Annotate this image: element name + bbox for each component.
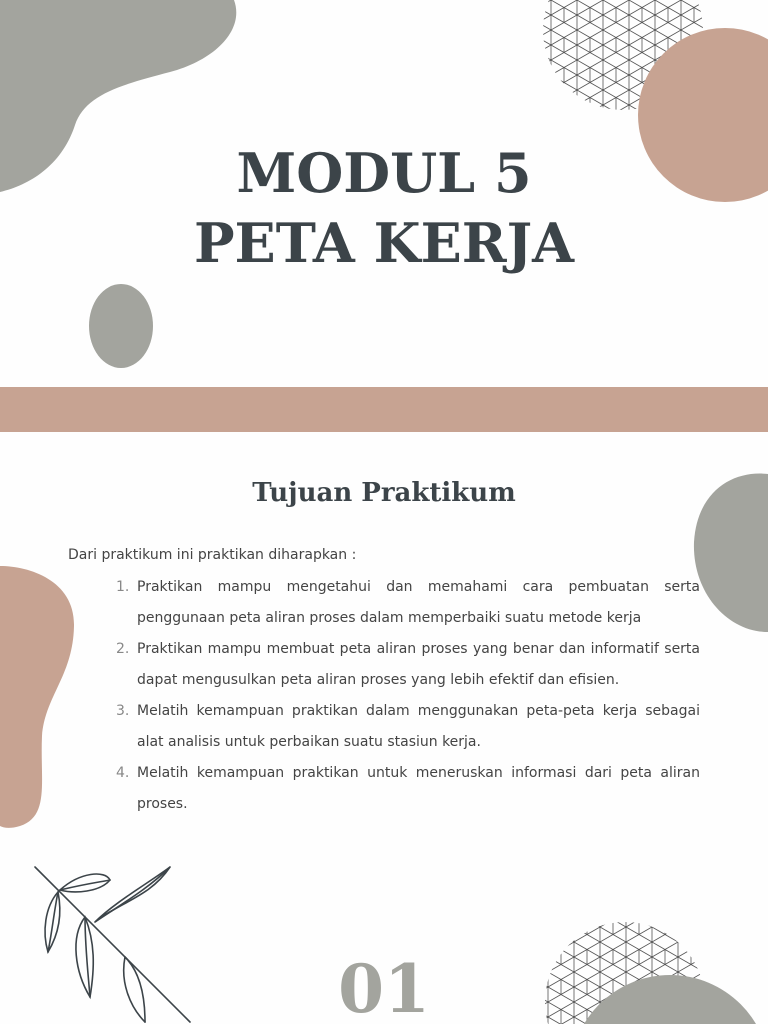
section-heading: Tujuan Praktikum bbox=[252, 478, 516, 508]
list-item-number: 3. bbox=[116, 703, 130, 719]
title-line-1: MODUL 5 bbox=[236, 141, 532, 205]
list-item bbox=[68, 634, 700, 696]
list-item-text: Praktikan mampu mengetahui dan memahami cara pembuatan serta penggunaan peta aliran proses dalam memperbaiki suatu metode kerja bbox=[137, 579, 700, 626]
objectives-list bbox=[68, 572, 700, 820]
section-intro: Dari praktikum ini praktikan diharapkan : bbox=[68, 547, 357, 563]
divider-band bbox=[0, 387, 768, 432]
list-item-text: Melatih kemampuan praktikan untuk meneruskan informasi dari peta aliran proses. bbox=[137, 765, 700, 812]
gray-oval-small bbox=[88, 283, 154, 369]
list-item-number: 2. bbox=[116, 641, 130, 657]
list-item-number: 4. bbox=[116, 765, 130, 781]
list-item-text: Praktikan mampu membuat peta aliran proses yang benar dan informatif serta dapat mengusulkan peta aliran proses yang lebih efektif dan efisien. bbox=[137, 641, 700, 688]
title-line-2: PETA KERJA bbox=[193, 211, 575, 275]
list-item bbox=[68, 758, 700, 820]
list-item bbox=[68, 696, 700, 758]
page-title bbox=[0, 138, 768, 278]
list-item bbox=[68, 572, 700, 634]
list-item-number: 1. bbox=[116, 579, 130, 595]
list-item-text: Melatih kemampuan praktikan dalam menggunakan peta-peta kerja sebagai alat analisis untuk perbaikan suatu stasiun kerja. bbox=[137, 703, 700, 750]
page-number: 01 bbox=[338, 950, 430, 1024]
